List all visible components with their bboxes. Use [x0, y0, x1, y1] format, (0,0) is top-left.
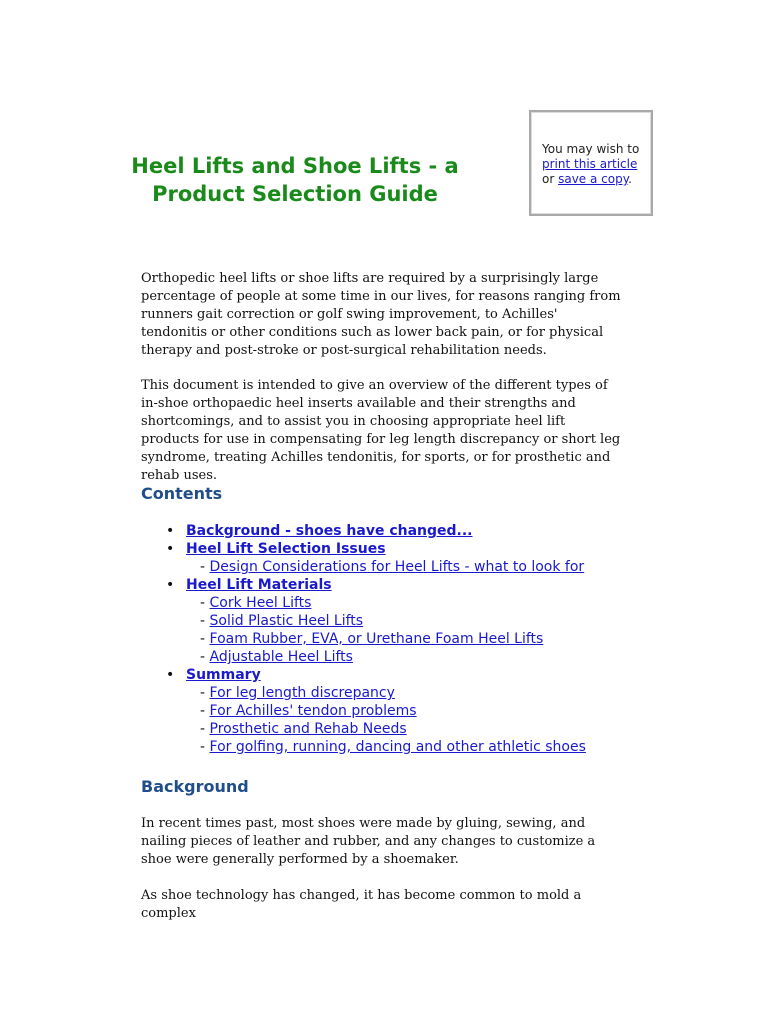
page-title-line-2: Product Selection Guide — [152, 182, 438, 206]
contents-subitem — [186, 684, 640, 702]
save-options-box — [529, 110, 653, 216]
contents-subitem — [186, 702, 640, 720]
subitem-dash: - — [200, 685, 210, 701]
subitem-dash: - — [200, 613, 210, 629]
intro-paragraph-1: Orthopedic heel lifts or shoe lifts are required by a surprisingly large percentage of people at some time in our lives, for reasons ranging from runners gait correction or golf swing improvement, to Achilles' tendonitis or other conditions such as lower back pain, or for physical therapy and post-stroke or post-surgical rehabilitation needs. — [141, 271, 621, 358]
contents-item — [160, 540, 640, 576]
save-options-middle: or — [542, 172, 559, 186]
page-title — [100, 152, 490, 208]
contents-subitem — [186, 630, 640, 648]
subitem-dash: - — [200, 559, 210, 575]
contents-subitem — [186, 720, 640, 738]
subitem-dash: - — [200, 649, 210, 665]
contents-sublink[interactable]: Cork Heel Lifts — [209, 595, 312, 611]
background-heading: Background — [141, 777, 249, 796]
subitem-dash: - — [200, 721, 210, 737]
save-options-prefix: You may wish to — [542, 142, 640, 156]
contents-sublink[interactable]: For Achilles' tendon problems — [209, 703, 417, 719]
contents-sublink[interactable]: Foam Rubber, EVA, or Urethane Foam Heel Lifts — [209, 631, 544, 647]
contents-link[interactable]: Heel Lift Materials — [186, 577, 332, 593]
contents-link[interactable]: Background - shoes have changed... — [186, 523, 473, 539]
contents-item — [160, 666, 640, 756]
background-paragraph-2: As shoe technology has changed, it has become common to mold a complex — [141, 888, 582, 921]
contents-item — [160, 576, 640, 666]
subitem-dash: - — [200, 739, 210, 755]
contents-item — [160, 522, 640, 540]
contents-subitem — [186, 594, 640, 612]
save-options-suffix: . — [628, 172, 632, 186]
contents-link[interactable]: Summary — [186, 667, 261, 683]
contents-list — [160, 522, 640, 756]
contents-link[interactable]: Heel Lift Selection Issues — [186, 541, 386, 557]
contents-sublink[interactable]: For golfing, running, dancing and other athletic shoes — [209, 739, 586, 755]
background-paragraph-1: In recent times past, most shoes were made by gluing, sewing, and nailing pieces of leather and rubber, and any changes to customize a shoe were generally performed by a shoemaker. — [141, 816, 596, 867]
contents-heading: Contents — [141, 484, 223, 503]
intro-paragraph-2: This document is intended to give an overview of the different types of in-shoe orthopaedic heel inserts available and their strengths and shortcomings, and to assist you in choosing appropriate heel lift products for use in compensating for leg length discrepancy or short leg syndrome, treating Achilles tendonitis, for sports, or for prosthetic and rehab uses. — [141, 378, 621, 483]
contents-subitem — [186, 612, 640, 630]
contents-sublink[interactable]: Adjustable Heel Lifts — [209, 649, 353, 665]
print-article-link[interactable]: print this article — [542, 157, 638, 171]
contents-sublink[interactable]: Solid Plastic Heel Lifts — [209, 613, 364, 629]
save-options-text — [542, 142, 642, 187]
subitem-dash: - — [200, 595, 210, 611]
contents-subitem — [186, 558, 640, 576]
subitem-dash: - — [200, 631, 210, 647]
contents-sublink[interactable]: Design Considerations for Heel Lifts - what to look for — [209, 559, 585, 575]
page-title-line-1: Heel Lifts and Shoe Lifts - a — [131, 154, 459, 178]
contents-sublink[interactable]: For leg length discrepancy — [209, 685, 395, 701]
save-copy-link[interactable]: save a copy — [558, 172, 629, 186]
contents-subitem — [186, 648, 640, 666]
contents-subitem — [186, 738, 640, 756]
contents-sublink[interactable]: Prosthetic and Rehab Needs — [209, 721, 407, 737]
subitem-dash: - — [200, 703, 210, 719]
